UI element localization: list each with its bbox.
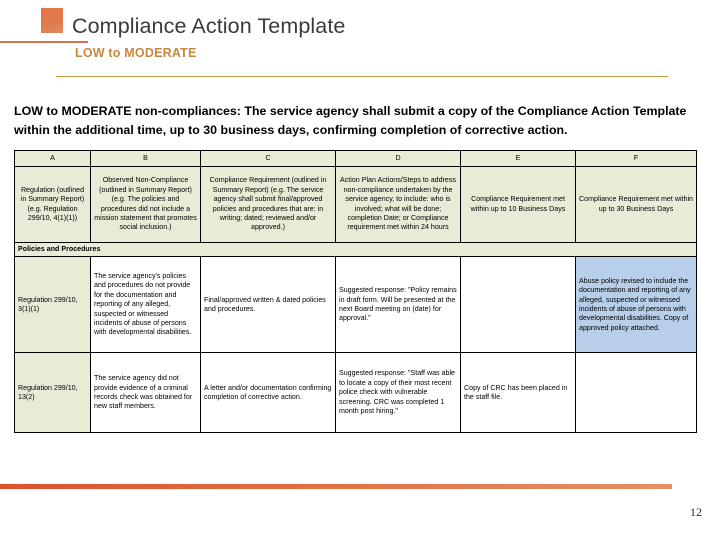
row-observed-noncompliance: The service agency did not provide evidence of a criminal records check was obtained for new staff members. [91,353,201,433]
column-description-b: Observed Non-Compliance (outlined in Summary Report) (e.g. The policies and procedures did not include a mission statement that promotes social inclusion.) [91,167,201,243]
intro-paragraph: LOW to MODERATE non-compliances: The service agency shall submit a copy of the Compliance Action Template within the additional time, up to 30 business days, confirming completion of corrective action. [14,104,687,137]
column-description-f: Compliance Requirement met within up to 30 Business Days [576,167,697,243]
compliance-action-table [14,150,697,433]
column-letter-c: C [201,151,336,167]
compliance-table-wrapper [14,150,696,433]
row-regulation: Regulation 299/10, 3(1)(1) [15,257,91,353]
table-header-description-row [15,167,697,243]
page-subtitle: LOW to MODERATE [75,45,197,60]
row-met-10-days: Copy of CRC has been placed in the staff file. [461,353,576,433]
column-letter-d: D [336,151,461,167]
page-number: 12 [690,505,702,519]
table-header-letter-row [15,151,697,167]
column-letter-f: F [576,151,697,167]
column-description-a: Regulation (outlined in Summary Report) (e.g. Regulation 299/10, 4(1)(1)) [15,167,91,243]
row-observed-noncompliance: The service agency's policies and procedures do not provide for the documentation and reporting of any alleged, suspected or witnessed incidents of abuse of persons with developmental disabilities. [91,257,201,353]
row-met-30-days [576,353,697,433]
section-band-label: Policies and Procedures [15,243,697,257]
table-row [15,257,697,353]
title-underline-divider [56,76,668,77]
table-row [15,353,697,433]
column-letter-b: B [91,151,201,167]
decorative-square-icon [41,8,63,33]
column-description-d: Action Plan Actions/Steps to address non-compliance undertaken by the service agency, to include: who is involved; what will be done; completion Date; or Compliance requirement met within 24 hours [336,167,461,243]
title-block [72,15,672,60]
section-band-row [15,243,697,257]
row-action-plan: Suggested response: "Policy remains in draft form. Will be presented at the next Board meeting on (date) for approval." [336,257,461,353]
column-description-c: Compliance Requirement (outlined in Summary Report) (e.g. The service agency shall submit final/approved policies and procedures that are: in writing; dated; reviewed and/or approved.) [201,167,336,243]
footer-accent-bar [0,484,672,489]
column-description-e: Compliance Requirement met within up to 10 Business Days [461,167,576,243]
page-title: Compliance Action Template [72,14,346,38]
row-met-30-days: Abuse policy revised to include the documentation and reporting of any alleged, suspected or witnessed incidents of abuse of persons with developmental disabilities. Copy of approved policy attached. [576,257,697,353]
column-letter-a: A [15,151,91,167]
column-letter-e: E [461,151,576,167]
row-met-10-days [461,257,576,353]
row-compliance-requirement: A letter and/or documentation confirming completion of corrective action. [201,353,336,433]
row-compliance-requirement: Final/approved written & dated policies and procedures. [201,257,336,353]
row-regulation: Regulation 299/10, 13(2) [15,353,91,433]
row-action-plan: Suggested response: "Staff was able to locate a copy of their most recent police check with vulnerable screening. CRC was completed 1 month post hiring." [336,353,461,433]
